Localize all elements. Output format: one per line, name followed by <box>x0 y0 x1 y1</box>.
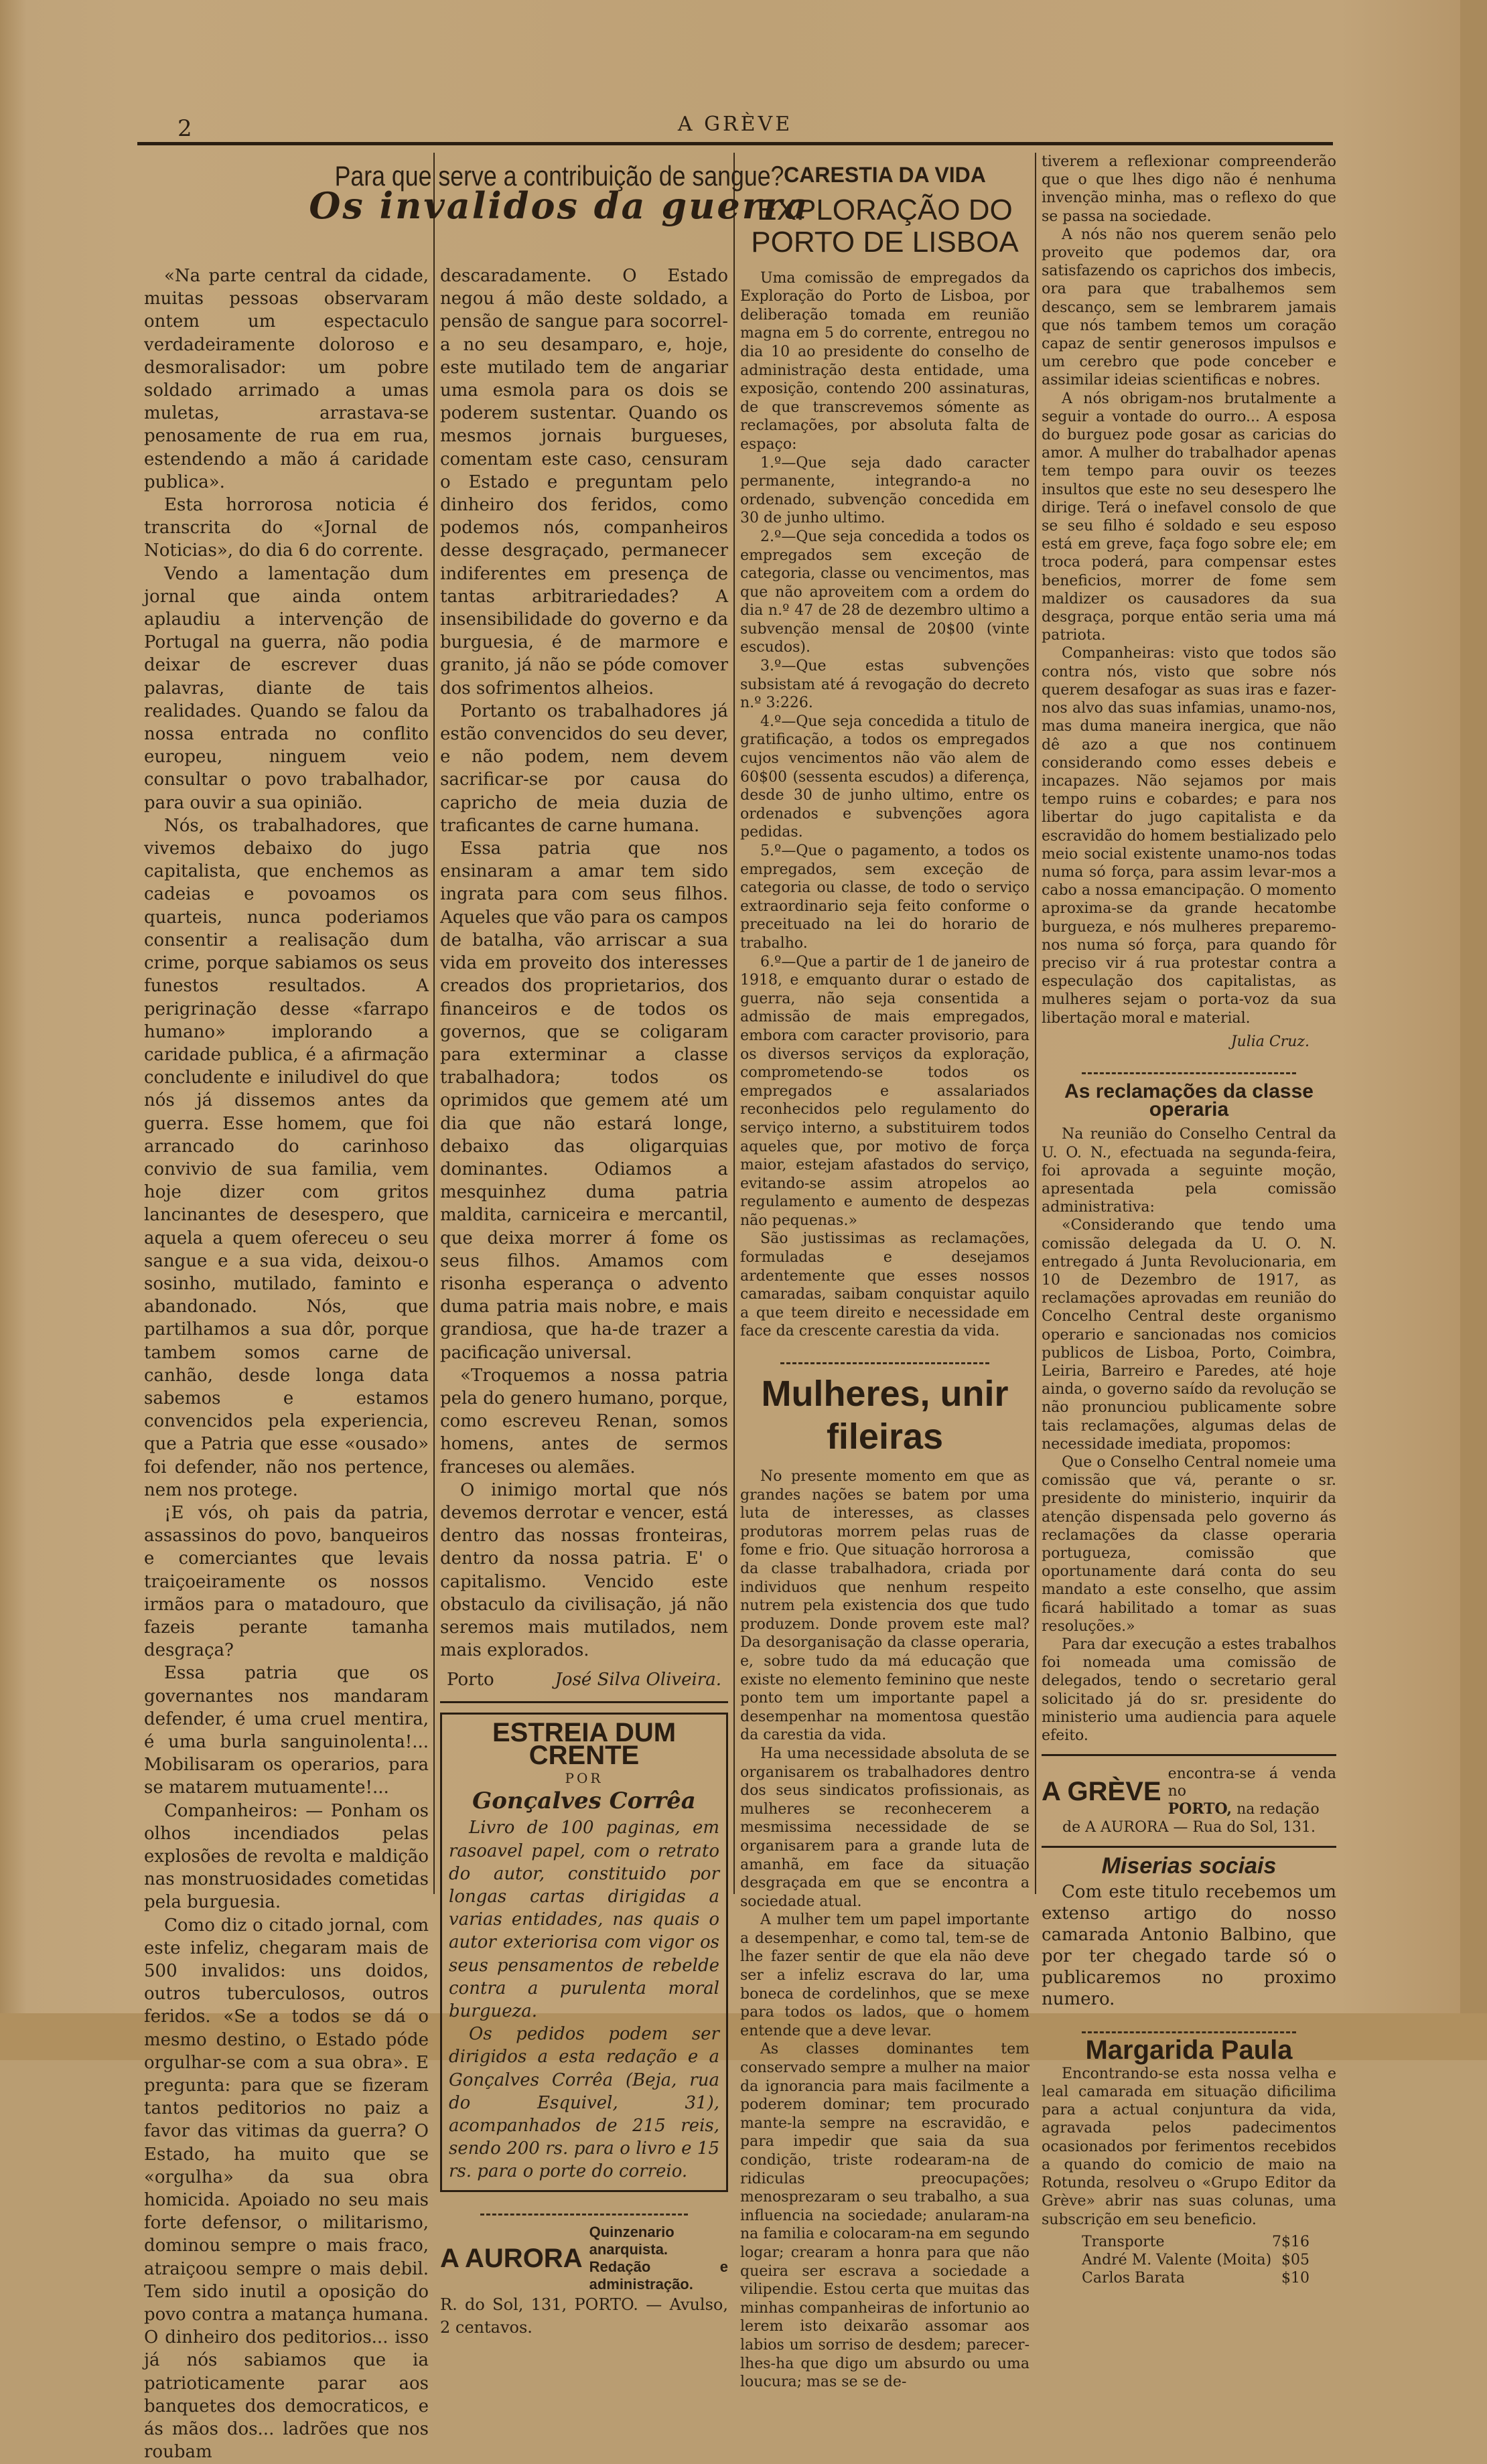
column-3 <box>740 153 1030 2391</box>
ledger-row <box>1042 2233 1336 2251</box>
page-edge <box>1460 0 1487 2060</box>
article-title: Os invalidos da guerra <box>309 184 810 228</box>
paragraph: Esta horrorosa noticia é transcrita do «Jornal de Noticias», do dia 6 do corrente. <box>144 495 429 561</box>
ledger-row <box>1042 2269 1336 2287</box>
article-kicker: Para que serve a contribuição de sangue? <box>334 160 784 192</box>
column-1 <box>144 265 429 2463</box>
byline-author: José Silva Oliveira. <box>555 1670 721 1690</box>
aurora-details <box>589 2224 728 2293</box>
paragraph: tiverem a reflexionar compreenderão que o que lhes digo não é nenhuma invenção minha, mas o reflexo do que se passa na sociedade. <box>1042 153 1336 225</box>
paragraph: 5.º—Que o pagamento, a todos os empregados, sem exceção de categoria ou classe, de todo o serviço extraordinario seja feito conforme o preceituado na lei do horario de trabalho. <box>740 843 1030 952</box>
paragraph: Ha uma necessidade absoluta de se organisarem os trabalhadores dentro dos seus sindicatos profissionais, as mulheres se reconhecerem a mesmissima necessidade de se organisarem para a grande luta de amanhã, em face da situação desgraçada em que se encontra a sociedade atual. <box>740 1745 1030 1910</box>
ornament-divider <box>1082 1059 1296 1074</box>
section-rule <box>440 1701 728 1703</box>
ledger-label: Carlos Barata <box>1082 2270 1185 2287</box>
ledger-amount: $10 <box>1281 2270 1309 2287</box>
paragraph: Na reunião do Conselho Central da U. O. N., efectuada na segunda-feira, foi aprovada a seguinte moção, apresentada pela comissão administrativa: <box>1042 1126 1336 1216</box>
ledger-row <box>1042 2251 1336 2269</box>
column-divider <box>433 153 435 1894</box>
sale-city: PORTO, <box>1167 1800 1232 1818</box>
paragraph: «Considerando que tendo uma comissão delegada da U. O. N. entregado á Junta Revolucionaria, em 10 de Dezembro de 1917, as reclamações aprovadas em reunião do Concelho Central deste organismo operario e sancionadas nos comicios publicos de Lisboa, Porto, Coimbra, Leiria, Barreiro e Paredes, até hoje ainda, o governo saído da revolução se não pronunciou publicamente sobre tais reclamações, algumas delas de necessidade imediata, propomos: <box>1042 1217 1336 1453</box>
ledger-amount: $05 <box>1281 2251 1309 2268</box>
paragraph: O inimigo mortal que nós devemos derrotar e vencer, está dentro das nossas fronteiras, dentro da nossa patria. E' o capitalismo. Vencido este obstaculo da civilisação, já não seremos mais mutilados, nem mais explorados. <box>440 1479 728 1661</box>
signature: Julia Cruz. <box>1230 1033 1309 1050</box>
paragraph: São justissimas as reclamações, formuladas e desejamos ardentemente que esses nossos camaradas, saibam conquistar aquilo a que teem direito e necessidade em face da crescente carestia da vida. <box>740 1230 1030 1340</box>
paragraph: Uma comissão de empregados da Exploração do Porto de Lisboa, por deliberação tomada em reunião magna em 5 do corrente, entregou no dia 10 ao presidente do conselho de administração desta entidade, uma exposição, contendo 200 assinaturas, de que transcrevemos sómente as reclamações, por absoluta falta de espaço: <box>740 269 1030 453</box>
header-rule <box>137 142 1333 145</box>
advert-body: Livro de 100 paginas, em rasoavel papel, com o retrato do autor, constituido por longas cartas dirigidas a varias entidades, nas quais o autor exteriorisa com vigor os seus pensamentos de rebelde contra a purulenta moral burgueza. <box>449 1818 719 2022</box>
paragraph: A nós obrigam-nos brutalmente a seguir a vontade do ourro... A esposa do burguez pode gosar as caricias do amor. A mulher do trabalhador apenas tem tempo para ouvir os teezes insultos que este no seu desespero lhe dirige. Terá o inefavel consolo de que se seu filho é soldado e seu esposo está em greve, faça fogo sobre ele; em troca poderá, para compensar estes beneficios, morrer de fome sem maldizer os causadores da sua desgraça, porque então seria uma má patriota. <box>1042 390 1336 644</box>
paragraph: Que o Conselho Central nomeie uma comissão que vá, perante o sr. presidente do ministerio, inquirir da atenção dispensada pelo governo ás reclamações da classe operaria portugueza, comissão que oportunamente dará conta do seu mandato a este conselho, que assim ficará habilitado a tomar as suas resoluções.» <box>1042 1454 1336 1635</box>
advert-order: Os pedidos podem ser dirigidos a esta redação e a Gonçalves Corrêa (Beja, rua do Esquivel, 31), acompanhados de 215 reis, sendo 200 rs. para o livro e 15 rs. para o porte do correio. <box>449 2024 719 2182</box>
paragraph: No presente momento em que as grandes nações se batem por uma luta de interesses, as classes produtoras morrem pelas ruas de fome e frio. Que situação horrorosa a da classe trabalhadora, criada por individuos que nenhum respeito nutrem pela existencia dos que tudo produzem. Donde provem este mal? Da desorganisação da classe operaria, e, sobre tudo da má educação que existe no elemento feminino que neste ponto tem um importante papel a desempenhar na momentosa questão da carestia da vida. <box>740 1468 1030 1744</box>
page-number: 2 <box>178 115 192 142</box>
byline-place: Porto <box>447 1670 494 1690</box>
paragraph: Companheiros: — Ponham os olhos incendiados pelas explosões de revolta e maldição nas monstruosidades cometidas pela burguesia. <box>144 1800 429 1913</box>
paragraph: Com este titulo recebemos um extenso artigo do nosso camarada Antonio Balbino, que por ter chegado tarde só o publicaremos no proximo numero. <box>1042 1881 1336 2009</box>
paragraph: Portanto os trabalhadores já estão convencidos do seu dever, e não podem, nem devem sacrificar-se por causa do capricho de meia duzia de traficantes de carne humana. <box>440 701 728 836</box>
paragraph: A mulher tem um papel importante a desempenhar, e como tal, tem-se de lhe fazer sentir de que ela não deve ser a infeliz escrava do lar, uma boneca de cordelinhos, que se mexe para todos os lados, que o homem entende que a deve levar. <box>740 1911 1030 2039</box>
article-title: EXPLORAÇÃO DO PORTO DE LISBOA <box>751 193 1019 259</box>
byline <box>440 1668 728 1691</box>
ornament-divider <box>780 1349 989 1364</box>
paragraph: 6.º—Que a partir de 1 de janeiro de 1918, e emquanto durar o estado de guerra, não seja consentida a admissão de mais empregados, embora com caracter provisorio, para os diversos serviços da exploração, comprometendo-se todos os empregados e assalariados reconhecidos pelo regulamento do serviço interno, a substituirem todos aqueles que, por motivo de força maior, estejam afastados do serviço, evitando-se assim atropelos ao regulamento e aumento de despezas não pequenas.» <box>740 953 1030 1229</box>
aurora-line: Redação e administração. <box>589 2258 728 2293</box>
paragraph: «Troquemos a nossa patria pela do genero humano, porque, como escreveu Renan, somos homens, antes de sermos franceses ou alemães. <box>440 1365 728 1477</box>
paragraph: 3.º—Que estas subvenções subsistam até á revogação do decreto n.º 3:226. <box>740 658 1030 712</box>
paragraph: ¡E vós, oh pais da patria, assassinos do povo, banqueiros e comerciantes que levais traiçoeiramente os nossos irmãos para o matadouro, que fazeis perante tamanha desgraça? <box>144 1502 429 1661</box>
column-divider <box>733 153 735 1894</box>
aurora-address: R. do Sol, 131, PORTO. — Avulso, 2 centavos. <box>440 2295 728 2337</box>
paragraph: 1.º—Que seja dado caracter permanente, integrando-a no ordenado, subvenção concedida em 30 de junho ultimo. <box>740 454 1030 527</box>
section-rule <box>1042 1754 1336 1756</box>
article-title: Mulheres, unir fileiras <box>761 1374 1009 1457</box>
paragraph: Encontrando-se esta nossa velha e leal camarada em situação dificilima para a actual conjuntura da vida, agravada pelos padecimentos ocasionados por ferimentos recebidos a quando do comicio de maio na Rotunda, resolveu o «Grupo Editor da Grève» abrir nas suas colunas, uma subscrição em seu beneficio. <box>1042 2065 1336 2228</box>
advert-por: POR <box>565 1770 604 1786</box>
paragraph: Como diz o citado jornal, com este infeliz, chegaram mais de 500 invalidos: uns doidos, outros tuberculosos, outros feridos. «Se a todos se dá o mesmo destino, o Estado póde orgulhar-se com a sua obra». E pregunta: para que se fizeram tantos peditorios no paiz a favor das vitimas da guerra? O Estado, ha muito que se «orgulha» da sua obra homicida. Apoiado no seu mais forte defensor, o militarismo, dominou sempre o mais fraco, atraiçoou sempre o mais debil. Tem sido inutil a oposição do povo contra a matança humana. O dinheiro dos peditorios... isso já nós sabiamos que ia patrioticamente parar aos banquetes dos democraticos, e ás mãos dos... ladrões que nos roubam <box>144 1915 429 2463</box>
section-rule <box>1042 1846 1336 1848</box>
advert-title: ESTREIA DUM CRENTE <box>492 1717 677 1770</box>
article-kicker: CARESTIA DA VIDA <box>784 163 986 187</box>
subscription-ledger <box>1042 2233 1336 2288</box>
paragraph: «Na parte central da cidade, muitas pessoas observaram ontem um espectaculo verdadeiramente doloroso e desmoralisador: um pobre soldado arrimado a umas muletas, arrastava-se penosamente de rua em rua, estendendo a mão á caridade publica». <box>144 266 429 492</box>
paragraph: Essa patria que nos ensinaram a amar tem sido ingrata para com seus filhos. Aqueles que vão para os campos de batalha, vão arriscar a sua vida em proveito dos interesses creados dos proprietarios, dos financeiros e de todos os governos, que se coligaram para exterminar a classe trabalhadora; todos os oprimidos que gemem até um dia que não estará longe, debaixo das oligarquias dominantes. Odiamos a mesquinhez duma patria maldita, carniceira e mercantil, que deixa morrer á fome os seus filhos. Amamos com risonha esperança o advento duma patria mais nobre, e mais grandiosa, que ha-de trazer a pacificação universal. <box>440 839 728 1363</box>
column-4 <box>1042 153 1336 2287</box>
paragraph: Para dar execução a estes trabalhos foi nomeada uma comissão de delegados, tendo o secretario geral solicitado já do sr. presidente do ministerio uma audiencia para aquele efeito. <box>1042 1636 1336 1745</box>
sale-paper-name: A GRÈVE <box>1042 1777 1161 1807</box>
paragraph: 4.º—Que seja concedida a titulo de gratificação, a todos os empregados cujos vencimentos não vão alem de 60$00 (sessenta escudos) a diferença, desde 30 de junho ultimo, entre os ordenados e subvenções agora pedidas. <box>740 713 1030 841</box>
ledger-label: André M. Valente (Moita) <box>1082 2251 1272 2268</box>
paragraph: Essa patria que os governantes nos mandaram defender, é uma cruel mentira, é uma burla sanguinolenta!... Mobilisaram os operarios, para se matarem mutuamente!... <box>144 1663 429 1798</box>
ornament-divider <box>480 2200 688 2216</box>
paragraph: Vendo a lamentação dum jornal que ainda ontem aplaudiu a intervenção de Portugal na guerra, não podia deixar de escrever duas palavras, diante de tais realidades. Quando se falou da nossa entrada no conflito europeu, ninguem veio consultar o povo trabalhador, para ouvir a sua opinião. <box>144 563 429 813</box>
paragraph: Companheiras: visto que todos são contra nós, visto que sobre nós querem desafogar as suas iras e fazer-nos alvo das suas infamias, unamo-nos, mas duma maneira inergica, que não dê azo a que nos continuem considerando como esses debeis e incapazes. Não sejamos por mais tempo ruins e cobardes; e para nos libertar do jugo capitalista e da escravidão do homem bestializado pelo meio social existente unamo-nos todas numa só força, para assim levar-mos a cabo a nossa emancipação. O momento aproxima-se da grande hecatombe burgueza, e nós mulheres preparemo-nos numa só força, para quando fôr preciso vir á rua protestar contra a especulação dos capitalistas, as mulheres sejam o porta-voz da sua libertação moral e material. <box>1042 645 1336 1027</box>
paragraph: A nós não nos querem senão pelo proveito que podemos dar, ora satisfazendo os caprichos dos imbecis, ora para que trabalhemos sem descanço, sem se lembrarem jamais que nós tambem temos um coração capaz de sentir generosos impulsos e um cerebro que pode conceber e assimilar ideias scientificas e nobres. <box>1042 226 1336 389</box>
ornament-divider <box>1082 2018 1296 2033</box>
article-title: Miserias sociais <box>1101 1853 1277 1879</box>
sale-details <box>1168 1765 1336 1818</box>
column-2 <box>440 265 728 2337</box>
aurora-line: Quinzenario anarquista. <box>589 2223 675 2258</box>
sale-notice <box>1042 1765 1336 1818</box>
paragraph: 2.º—Que seja concedida a todos os empregados sem exceção de categoria, classe ou vencimentos, mas que não aproveitem com a ordem do dia n.º 47 de 28 de dezembro ultimo a subvenção mensal de 20$00 (vinte escudos). <box>740 528 1030 656</box>
column-divider <box>1035 153 1036 1894</box>
sale-address: de A AURORA — Rua do Sol, 131. <box>1062 1819 1316 1836</box>
aurora-advert <box>440 2224 728 2293</box>
paragraph: descaradamente. O Estado negou á mão deste soldado, a pensão de sangue para socorrel-a no seu desamparo, e, hoje, este mutilado tem de angariar uma esmola para os dois se poderem sustentar. Quando os mesmos jornais burgueses, comentam este caso, censuram o Estado e preguntam pelo dinheiro dos feridos, como podemos nós, companheiros desse desgraçado, permanecer indiferentes em presença de tantas arbitrariedades? A insensibilidade do governo e da burguesia, é de marmore e granito, já não se póde comover dos sofrimentos alheios. <box>440 266 728 699</box>
article-title: Margarida Paula <box>1085 2035 1293 2065</box>
ledger-amount: 7$16 <box>1272 2233 1309 2250</box>
aurora-name: A AURORA <box>440 2243 583 2273</box>
advert-author: Gonçalves Corrêa <box>472 1788 696 1815</box>
sale-line: encontra-se á venda no <box>1167 1765 1336 1800</box>
book-advert <box>440 1713 728 2192</box>
sale-line: na redação <box>1236 1801 1320 1818</box>
masthead: A GRÈVE <box>677 113 793 136</box>
paragraph: Nós, os trabalhadores, que vivemos debaixo do jugo capitalista, que enchemos as cadeias e povoamos os quarteis, nunca poderiamos consentir a realisação dum crime, porque sabiamos os seus funestos resultados. A perigrinação desse «farrapo humano» implorando a caridade publica, é a afirmação concludente e iniludivel do que nós já dissemos antes da guerra. Esse homem, que foi arrancado do carinhoso convivio de sua familia, vem hoje dizer com gritos lancinantes de desespero, que aquela a quem ofereceu o seu sangue e a sua vida, deixou-o sosinho, mutilado, faminto e abandonado. Nós, que partilhamos a sua dôr, porque tambem somos carne de canhão, desde longa data sabemos e estamos convencidos pela experiencia, que a Patria que esse «ousado» foi defender, não nos pertence, nem nos protege. <box>144 815 429 1500</box>
paragraph: As classes dominantes tem conservado sempre a mulher na maior da ignorancia para mais facilmente a poderem dominar; tem procurado mante-la sempre na escravidão, e para impedir que saia da sua condição, triste rodearam-na de ridiculas preocupações; menosprezaram o seu trabalho, a sua influencia na sociedade; anularam-na na familia e colocaram-na em segundo logar; crearam a honra para que não queira ser escrava a sociedade a vilipendie. Estou certa que muitas das minhas companheiras de infortunio ao lerem isto deixarão assomar aos labios um sorriso de desdem; parecer-lhes-ha que digo um absurdo ou uma loucura; mas se se de- <box>740 2041 1030 2391</box>
article-title: As reclamações da classe operaria <box>1064 1080 1314 1121</box>
ledger-label: Transporte <box>1082 2233 1165 2250</box>
